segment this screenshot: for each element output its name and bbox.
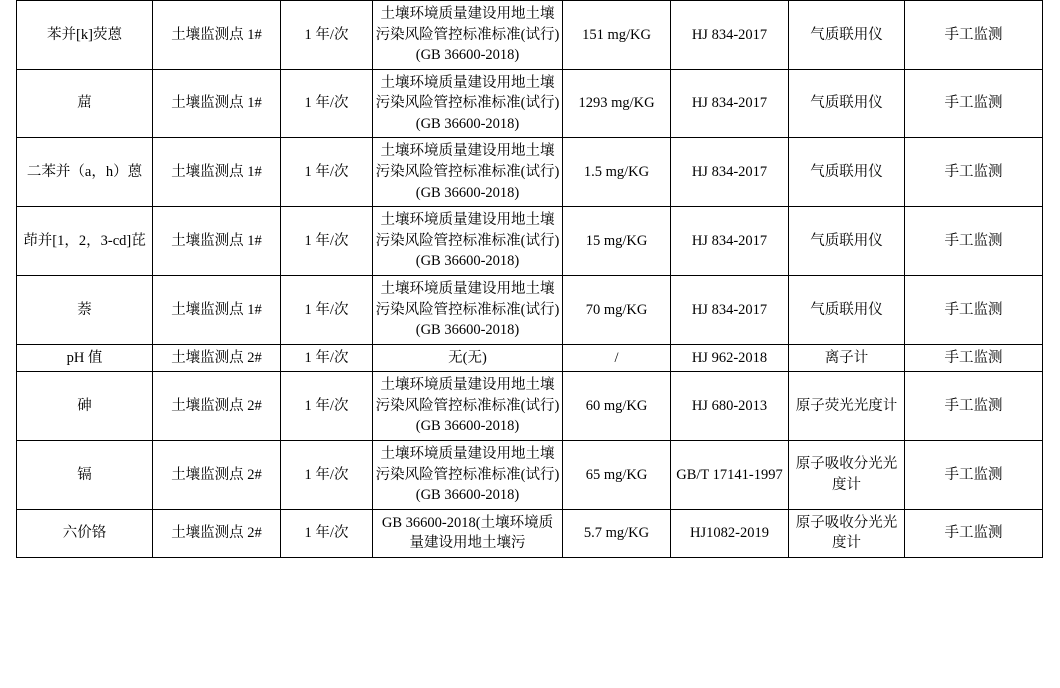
cell-standard: 土壤环境质量建设用地土壤污染风险管控标准标准(试行)(GB 36600-2018) bbox=[373, 207, 563, 276]
cell-limit: 60 mg/KG bbox=[563, 372, 671, 441]
cell-mode: 手工监测 bbox=[905, 207, 1043, 276]
cell-method: HJ 834-2017 bbox=[671, 275, 789, 344]
cell-pollutant: 镉 bbox=[17, 440, 153, 509]
cell-standard: 土壤环境质量建设用地土壤污染风险管控标准标准(试行)(GB 36600-2018) bbox=[373, 440, 563, 509]
cell-method: HJ1082-2019 bbox=[671, 509, 789, 557]
cell-pollutant: 二苯并（a，h）蒽 bbox=[17, 138, 153, 207]
cell-point: 土壤监测点 1# bbox=[153, 1, 281, 70]
cell-frequency: 1 年/次 bbox=[281, 138, 373, 207]
cell-method: HJ 834-2017 bbox=[671, 1, 789, 70]
cell-instrument: 气质联用仪 bbox=[789, 138, 905, 207]
cell-instrument: 原子吸收分光光度计 bbox=[789, 440, 905, 509]
cell-point: 土壤监测点 2# bbox=[153, 440, 281, 509]
cell-instrument: 气质联用仪 bbox=[789, 1, 905, 70]
cell-instrument: 离子计 bbox=[789, 344, 905, 372]
cell-pollutant: pH 值 bbox=[17, 344, 153, 372]
cell-instrument: 原子吸收分光光度计 bbox=[789, 509, 905, 557]
cell-mode: 手工监测 bbox=[905, 344, 1043, 372]
table-body bbox=[17, 1, 1043, 558]
cell-point: 土壤监测点 2# bbox=[153, 509, 281, 557]
table-row bbox=[17, 372, 1043, 441]
cell-point: 土壤监测点 1# bbox=[153, 69, 281, 138]
cell-frequency: 1 年/次 bbox=[281, 372, 373, 441]
soil-monitoring-table bbox=[16, 0, 1043, 558]
cell-pollutant: 萘 bbox=[17, 275, 153, 344]
table-row bbox=[17, 344, 1043, 372]
cell-standard: 土壤环境质量建设用地土壤污染风险管控标准标准(试行)(GB 36600-2018) bbox=[373, 138, 563, 207]
cell-mode: 手工监测 bbox=[905, 275, 1043, 344]
cell-pollutant: 苯并[k]荧蒽 bbox=[17, 1, 153, 70]
cell-method: HJ 834-2017 bbox=[671, 69, 789, 138]
cell-limit: 151 mg/KG bbox=[563, 1, 671, 70]
table-row bbox=[17, 440, 1043, 509]
cell-instrument: 气质联用仪 bbox=[789, 69, 905, 138]
table-row bbox=[17, 69, 1043, 138]
cell-frequency: 1 年/次 bbox=[281, 275, 373, 344]
cell-mode: 手工监测 bbox=[905, 138, 1043, 207]
cell-point: 土壤监测点 1# bbox=[153, 207, 281, 276]
cell-standard: 土壤环境质量建设用地土壤污染风险管控标准标准(试行)(GB 36600-2018) bbox=[373, 1, 563, 70]
cell-instrument: 气质联用仪 bbox=[789, 207, 905, 276]
cell-point: 土壤监测点 1# bbox=[153, 275, 281, 344]
cell-mode: 手工监测 bbox=[905, 372, 1043, 441]
table-row bbox=[17, 275, 1043, 344]
cell-frequency: 1 年/次 bbox=[281, 440, 373, 509]
table-row bbox=[17, 138, 1043, 207]
cell-frequency: 1 年/次 bbox=[281, 69, 373, 138]
cell-instrument: 气质联用仪 bbox=[789, 275, 905, 344]
cell-instrument: 原子荧光光度计 bbox=[789, 372, 905, 441]
cell-mode: 手工监测 bbox=[905, 69, 1043, 138]
cell-standard: 土壤环境质量建设用地土壤污染风险管控标准标准(试行)(GB 36600-2018) bbox=[373, 275, 563, 344]
cell-method: HJ 680-2013 bbox=[671, 372, 789, 441]
cell-standard: 土壤环境质量建设用地土壤污染风险管控标准标准(试行)(GB 36600-2018) bbox=[373, 69, 563, 138]
cell-frequency: 1 年/次 bbox=[281, 509, 373, 557]
cell-point: 土壤监测点 2# bbox=[153, 344, 281, 372]
table-row bbox=[17, 509, 1043, 557]
cell-limit: 1.5 mg/KG bbox=[563, 138, 671, 207]
cell-standard: 无(无) bbox=[373, 344, 563, 372]
cell-limit: 5.7 mg/KG bbox=[563, 509, 671, 557]
cell-point: 土壤监测点 2# bbox=[153, 372, 281, 441]
cell-limit: 70 mg/KG bbox=[563, 275, 671, 344]
cell-frequency: 1 年/次 bbox=[281, 207, 373, 276]
cell-pollutant: 砷 bbox=[17, 372, 153, 441]
cell-frequency: 1 年/次 bbox=[281, 1, 373, 70]
cell-pollutant: 䓛 bbox=[17, 69, 153, 138]
cell-mode: 手工监测 bbox=[905, 440, 1043, 509]
cell-limit: 1293 mg/KG bbox=[563, 69, 671, 138]
cell-standard: 土壤环境质量建设用地土壤污染风险管控标准标准(试行)(GB 36600-2018) bbox=[373, 372, 563, 441]
cell-limit: 15 mg/KG bbox=[563, 207, 671, 276]
cell-frequency: 1 年/次 bbox=[281, 344, 373, 372]
cell-method: HJ 834-2017 bbox=[671, 138, 789, 207]
cell-pollutant: 六价铬 bbox=[17, 509, 153, 557]
table-row bbox=[17, 1, 1043, 70]
cell-method: GB/T 17141-1997 bbox=[671, 440, 789, 509]
cell-standard: GB 36600-2018(土壤环境质量建设用地土壤污 bbox=[373, 509, 563, 557]
cell-limit: 65 mg/KG bbox=[563, 440, 671, 509]
cell-point: 土壤监测点 1# bbox=[153, 138, 281, 207]
cell-mode: 手工监测 bbox=[905, 1, 1043, 70]
cell-mode: 手工监测 bbox=[905, 509, 1043, 557]
cell-limit: / bbox=[563, 344, 671, 372]
cell-pollutant: 茚并[1，2，3-cd]芘 bbox=[17, 207, 153, 276]
table-row bbox=[17, 207, 1043, 276]
cell-method: HJ 962-2018 bbox=[671, 344, 789, 372]
cell-method: HJ 834-2017 bbox=[671, 207, 789, 276]
